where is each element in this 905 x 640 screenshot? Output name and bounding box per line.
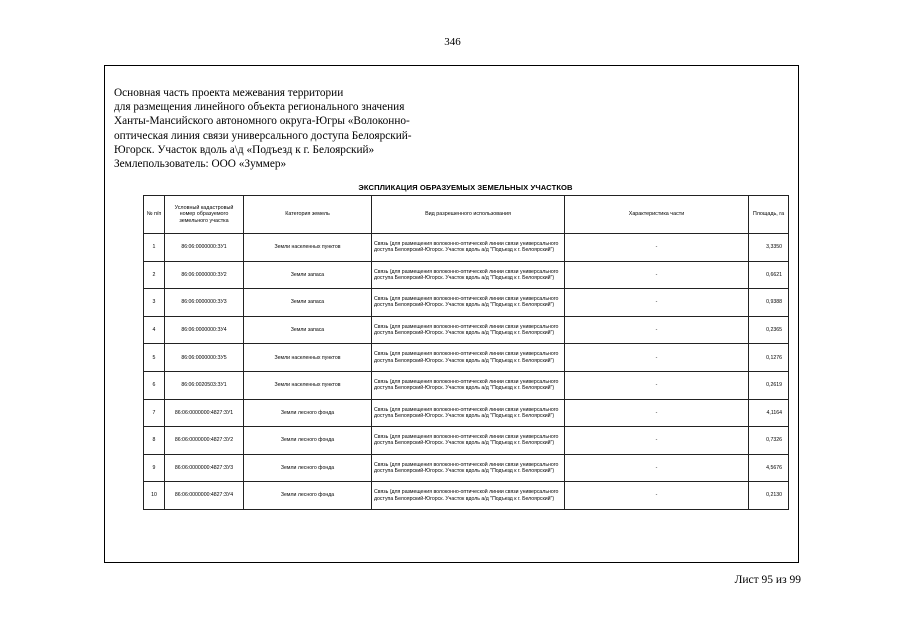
cell-use: Связь (для размещения волоконно-оптической линии связи универсального доступа Белоярский-Югорск. Участок вдоль а/д "Подъезд к г. Белоярский")	[372, 399, 565, 427]
cell-use: Связь (для размещения волоконно-оптической линии связи универсального доступа Белоярский-Югорск. Участок вдоль а/д "Подъезд к г. Белоярский")	[372, 261, 565, 289]
land-user-line: Землепользователь: ООО «Зуммер»	[114, 158, 287, 171]
cell-num: 3	[144, 289, 165, 317]
cell-num: 7	[144, 399, 165, 427]
page-number: 346	[444, 36, 461, 48]
cell-feature: -	[565, 399, 749, 427]
document-heading	[114, 86, 424, 171]
cell-area: 3,3350	[749, 234, 789, 262]
cell-feature: -	[565, 289, 749, 317]
table-row	[144, 234, 789, 262]
table-row	[144, 316, 789, 344]
cell-feature: -	[565, 482, 749, 510]
heading-line: Ханты-Мансийского автономного округа-Югры «Волоконно-	[114, 115, 410, 128]
table-row	[144, 399, 789, 427]
header-cadastral: Условный кадастровый номер образуемого земельного участка	[165, 196, 244, 234]
heading-line: Югорск. Участок вдоль а\д «Подъезд к г. Белоярский»	[114, 143, 375, 156]
cell-category: Земли запаса	[244, 316, 372, 344]
table-row	[144, 344, 789, 372]
table-body	[144, 234, 789, 510]
header-use: Вид разрешенного использования	[372, 196, 565, 234]
cell-category: Земли лесного фонда	[244, 482, 372, 510]
cell-area: 0,1276	[749, 344, 789, 372]
heading-line: оптическая линия связи универсального доступа Белоярский-	[114, 129, 412, 142]
table-row	[144, 427, 789, 455]
cell-num: 10	[144, 482, 165, 510]
table-header-row	[144, 196, 789, 234]
cell-cadastral: 86:06:0000000:ЗУ1	[165, 234, 244, 262]
header-area: Площадь, га	[749, 196, 789, 234]
cell-feature: -	[565, 316, 749, 344]
header-feature: Характеристика части	[565, 196, 749, 234]
table-title: ЭКСПЛИКАЦИЯ ОБРАЗУЕМЫХ ЗЕМЕЛЬНЫХ УЧАСТКОВ	[358, 183, 573, 192]
cell-cadastral: 86:06:0000000:4827:ЗУ4	[165, 482, 244, 510]
cell-area: 0,2619	[749, 371, 789, 399]
cell-area: 0,2365	[749, 316, 789, 344]
cell-cadastral: 86:06:0000000:ЗУ5	[165, 344, 244, 372]
cell-category: Земли населенных пунктов	[244, 371, 372, 399]
cell-use: Связь (для размещения волоконно-оптической линии связи универсального доступа Белоярский-Югорск. Участок вдоль а/д "Подъезд к г. Белоярский")	[372, 454, 565, 482]
cell-use: Связь (для размещения волоконно-оптической линии связи универсального доступа Белоярский-Югорск. Участок вдоль а/д "Подъезд к г. Белоярский")	[372, 344, 565, 372]
heading-line: для размещения линейного объекта регионального значения	[114, 101, 405, 114]
cell-category: Земли лесного фонда	[244, 399, 372, 427]
header-num: № п/п	[144, 196, 165, 234]
cell-num: 4	[144, 316, 165, 344]
cell-feature: -	[565, 261, 749, 289]
cell-num: 5	[144, 344, 165, 372]
cell-feature: -	[565, 427, 749, 455]
cell-cadastral: 86:06:0020503:ЗУ1	[165, 371, 244, 399]
cell-feature: -	[565, 371, 749, 399]
cell-cadastral: 86:06:0000000:ЗУ4	[165, 316, 244, 344]
cell-use: Связь (для размещения волоконно-оптической линии связи универсального доступа Белоярский-Югорск. Участок вдоль а/д "Подъезд к г. Белоярский")	[372, 316, 565, 344]
cell-feature: -	[565, 344, 749, 372]
cell-area: 4,1164	[749, 399, 789, 427]
cell-use: Связь (для размещения волоконно-оптической линии связи универсального доступа Белоярский-Югорск. Участок вдоль а/д "Подъезд к г. Белоярский")	[372, 427, 565, 455]
cell-area: 0,9388	[749, 289, 789, 317]
table-row	[144, 482, 789, 510]
table-row	[144, 371, 789, 399]
cell-use: Связь (для размещения волоконно-оптической линии связи универсального доступа Белоярский-Югорск. Участок вдоль а/д "Подъезд к г. Белоярский")	[372, 371, 565, 399]
cell-num: 1	[144, 234, 165, 262]
cell-num: 9	[144, 454, 165, 482]
cell-category: Земли лесного фонда	[244, 427, 372, 455]
cell-num: 6	[144, 371, 165, 399]
table-row	[144, 289, 789, 317]
header-category: Категория земель	[244, 196, 372, 234]
cell-area: 4,5676	[749, 454, 789, 482]
cell-cadastral: 86:06:0000000:4827:ЗУ2	[165, 427, 244, 455]
cell-use: Связь (для размещения волоконно-оптической линии связи универсального доступа Белоярский-Югорск. Участок вдоль а/д "Подъезд к г. Белоярский")	[372, 234, 565, 262]
cell-category: Земли запаса	[244, 261, 372, 289]
cell-category: Земли лесного фонда	[244, 454, 372, 482]
explication-table	[143, 195, 789, 510]
cell-feature: -	[565, 234, 749, 262]
cell-category: Земли запаса	[244, 289, 372, 317]
table-row	[144, 261, 789, 289]
cell-cadastral: 86:06:0000000:4827:ЗУ1	[165, 399, 244, 427]
sheet-counter: Лист 95 из 99	[734, 574, 801, 586]
cell-cadastral: 86:06:0000000:ЗУ2	[165, 261, 244, 289]
table-row	[144, 454, 789, 482]
cell-area: 0,2130	[749, 482, 789, 510]
cell-category: Земли населенных пунктов	[244, 234, 372, 262]
cell-area: 0,7326	[749, 427, 789, 455]
cell-cadastral: 86:06:0000000:4827:ЗУ3	[165, 454, 244, 482]
cell-use: Связь (для размещения волоконно-оптической линии связи универсального доступа Белоярский-Югорск. Участок вдоль а/д "Подъезд к г. Белоярский")	[372, 482, 565, 510]
heading-line: Основная часть проекта межевания территории	[114, 87, 344, 99]
cell-area: 0,6621	[749, 261, 789, 289]
cell-category: Земли населенных пунктов	[244, 344, 372, 372]
cell-cadastral: 86:06:0000000:ЗУ3	[165, 289, 244, 317]
cell-num: 2	[144, 261, 165, 289]
cell-feature: -	[565, 454, 749, 482]
cell-num: 8	[144, 427, 165, 455]
cell-use: Связь (для размещения волоконно-оптической линии связи универсального доступа Белоярский-Югорск. Участок вдоль а/д "Подъезд к г. Белоярский")	[372, 289, 565, 317]
